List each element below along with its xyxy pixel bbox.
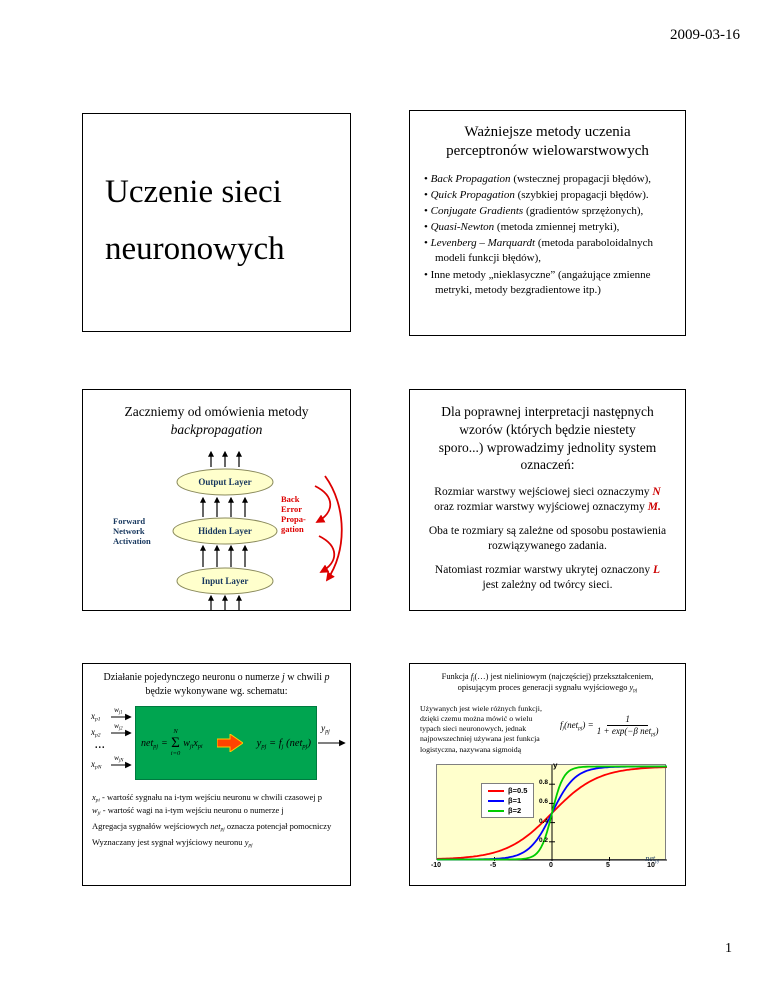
seg: perceptronów wielowarstwowych	[446, 142, 649, 159]
neuron-diagram	[83, 700, 351, 788]
seg: (szybkiej propagacji błędów).	[514, 188, 649, 201]
paragraph-n-m	[422, 485, 673, 515]
input-xn-label: $x_{pN}$	[91, 759, 102, 771]
output-formula: $y_{pj} = f_j$ (net$_{pj}$)	[256, 737, 311, 750]
deck-title-line2: neuronowych	[105, 230, 285, 267]
sigmoid-description: Używanych jest wiele różnych funkcji, dzięki czemu można mówić o wielu typach sieci neuronowych, jednak najpowszechniej używana jest funkcja logistyczna, nazywana sigmoidą	[420, 704, 542, 754]
svg-text:Network: Network	[113, 526, 145, 537]
paragraph-sizes: Oba te rozmiary są zależne od sposobu postawienia rozwiązywanego zadania.	[428, 525, 667, 553]
input-x2-label: $x_{p2}$	[91, 727, 101, 739]
list-item	[424, 220, 671, 235]
sigmoid-formula: $f_j(net_{pj})$ = $\frac{1}{1 + \exp(-\beta net_{pj})}$	[560, 714, 659, 738]
legend-line-green	[488, 810, 504, 812]
output-layer-label: Output Layer	[198, 477, 252, 488]
list-item	[424, 268, 671, 298]
svg-text:Error: Error	[281, 504, 303, 515]
slide-4-title: Dla poprawnej interpretacji następnych wzorów (których będzie niestety sporo...) wprowadzimy jednolity system oznaczeń:	[438, 404, 657, 473]
list-item	[424, 204, 671, 219]
seg: (metoda paraboloidalnych modeli funkcji błędów),	[435, 237, 653, 265]
back-error-label	[281, 494, 306, 534]
net-formula: net$_{pj}$ = N Σ i=0 $w_{ji}x_{pi}$	[141, 728, 203, 757]
slide-3-title	[83, 390, 350, 438]
bullet-glyph: •	[424, 268, 428, 281]
legend-line-blue	[488, 800, 504, 802]
deck-title-line1: Uczenie sieci	[105, 174, 282, 210]
seg: Zaczniemy od omówienia metody	[124, 404, 309, 419]
seg: opisującym proces generacji sygnału wyjściowego $y_{pj}$	[457, 683, 638, 694]
seg: oraz rozmiar warstwy wyjściowej oznaczymy	[434, 501, 648, 514]
y-tick-label: 0.6	[538, 798, 548, 805]
back-error-arrows	[315, 476, 342, 580]
block-arrow-icon	[217, 734, 243, 752]
symbol-L: L	[653, 564, 661, 576]
neuron-agg-box	[135, 706, 317, 780]
weight-w1-label: $w_{j1}$	[114, 705, 123, 716]
date-header: 2009-03-16	[670, 27, 740, 43]
list-item	[424, 188, 671, 203]
neuron-notes	[92, 792, 348, 850]
slide-5-title	[83, 664, 350, 698]
fraction: $\frac{1}{1 + \exp(-\beta net_{pj})}$	[596, 714, 659, 738]
x-tick-label: 10	[647, 862, 655, 869]
svg-text:Propa-: Propa-	[281, 514, 306, 525]
seg: Ważniejsze metody uczenia	[464, 124, 631, 140]
input-dots: ...	[95, 740, 106, 751]
bullet-glyph: •	[424, 172, 428, 185]
note-output-signal: Wyznaczany jest sygnał wyjściowy neuronu $y_{pj}$	[92, 837, 253, 849]
bullet-glyph: •	[424, 204, 428, 217]
seg: Quick Propagation	[430, 188, 515, 201]
note-wji: $w_{ji}$ - wartość wagi na i-tym wejściu neuronu o numerze j	[92, 805, 284, 817]
seg: Funkcja $f_j(\dots)$ jest nieliniowym (najczęściej) przekształceniem,	[441, 672, 654, 683]
svg-text:Activation: Activation	[113, 536, 151, 547]
slide-2-methods	[409, 110, 686, 336]
slide-1-title-card	[82, 113, 351, 332]
legend-item: β=0.5	[488, 786, 527, 795]
bullet-glyph: •	[424, 188, 428, 201]
x-tick-label: 0	[549, 862, 553, 869]
deck-title	[105, 164, 350, 278]
seg: Inne metody „nieklasyczne” (angażujące zmienne metryki, metody bezgradientowe itp.)	[430, 268, 651, 296]
x-tick-label: 5	[606, 862, 610, 869]
slide-6-sigmoid	[409, 663, 686, 886]
sigmoid-plot	[436, 764, 666, 865]
seg: Natomiast rozmiar warstwy ukrytej oznaczony	[434, 564, 654, 576]
sigmoid-chart	[420, 756, 672, 882]
input-layer-label: Input Layer	[201, 576, 249, 587]
seg: backpropagation	[170, 421, 263, 437]
slide-6-title	[410, 664, 685, 694]
seg: Back Propagation	[430, 172, 511, 185]
note-xpi: $x_{pi}$ - wartość sygnału na i-tym wejściu neuronu w chwili czasowej p	[92, 792, 323, 804]
note-aggregation: Agregacja sygnałów wejściowych net$_{pj}$ oznacza potencjał pomocniczy	[92, 821, 332, 833]
sigmoid-curves-svg	[437, 765, 667, 865]
list-item	[424, 172, 671, 187]
x-tick-label: -5	[489, 862, 497, 869]
slide-3-backprop	[82, 389, 351, 611]
methods-list	[424, 172, 671, 298]
svg-text:Back: Back	[281, 494, 300, 505]
y-tick-label: 0.4	[538, 818, 548, 825]
y-tick-label: 0.8	[538, 779, 548, 786]
list-item	[424, 236, 671, 266]
legend-item: β=2	[488, 806, 527, 815]
x-axis-title: net$_{pj}$	[645, 854, 659, 865]
seg: Rozmiar warstwy wejściowej sieci oznaczymy	[434, 486, 653, 499]
svg-text:Forward: Forward	[113, 516, 146, 527]
seg: jest zależny od twórcy sieci.	[482, 578, 613, 591]
seg: (gradientów sprzężonych),	[523, 204, 644, 217]
forward-activation-label	[113, 516, 151, 546]
seg: (wstecznej propagacji błędów),	[510, 172, 652, 185]
symbol-N: N	[652, 486, 661, 499]
y-tick-label: 0.2	[538, 837, 548, 844]
symbol-M: M.	[647, 501, 661, 514]
hidden-layer-label: Hidden Layer	[198, 526, 252, 537]
output-y-label: $y_{pj}$	[321, 724, 330, 735]
weight-w2-label: $w_{j2}$	[114, 721, 123, 732]
legend-item: β=1	[488, 796, 527, 805]
legend-line-red	[488, 790, 504, 792]
page-number: 1	[725, 941, 732, 956]
seg: będzie wykonywane wg. schematu:	[145, 685, 288, 697]
seg: Działanie pojedynczego neuronu o numerze j w chwili p	[103, 672, 330, 683]
block-arrow-shape	[217, 734, 243, 752]
slide-5-neuron	[82, 663, 351, 886]
weight-wn-label: $w_{jN}$	[114, 753, 124, 764]
bullet-glyph: •	[424, 237, 428, 250]
input-x1-label: $x_{p1}$	[91, 711, 101, 723]
svg-text:gation: gation	[281, 524, 304, 535]
paragraph-l	[422, 563, 673, 593]
slide-4-notation	[409, 389, 686, 611]
bullet-glyph: •	[424, 221, 428, 234]
seg: (metoda zmiennej metryki),	[494, 221, 620, 234]
seg: Conjugate Gradients	[430, 204, 524, 217]
y-axis-title: y	[553, 761, 558, 770]
x-tick-label: -10	[430, 862, 442, 869]
seg: Quasi-Newton	[430, 221, 495, 234]
network-diagram	[83, 440, 351, 611]
slide-2-title	[424, 123, 671, 161]
seg: Levenberg – Marquardt	[430, 237, 536, 250]
